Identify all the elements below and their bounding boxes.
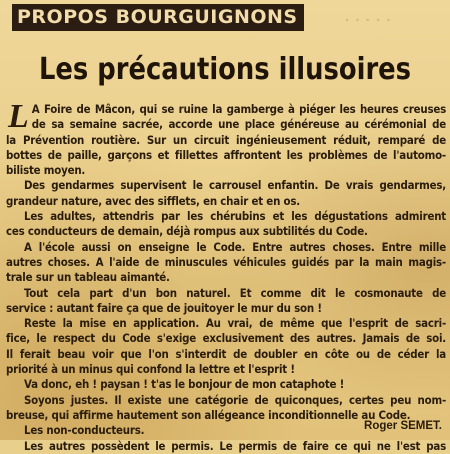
article-line: bottes de paille, garçons et fillettes affrontent les problèmes de l'automo- [6, 147, 446, 162]
article-line: A Foire de Mâcon, qui se ruine la gamberge à piéger les heures creuses [31, 102, 446, 116]
article-line: Tout cela part d'un bon naturel. Et comme dit le cosmonaute de [24, 285, 446, 300]
article-line: Les non-conducteurs. [24, 423, 145, 438]
article-line: Va donc, eh ! paysan ! t'as le bonjour de mon cataphote ! [24, 377, 345, 392]
article-line: biliste moyen. [6, 163, 86, 178]
article-line: trale sur un tableau aimanté. [6, 270, 170, 285]
article-line: Des gendarmes supervisent le carrousel enfantin. De vrais gendarmes, [24, 178, 446, 193]
article-line: breuse, qui affirme hautement son allégeance inconditionnelle au Code. [6, 407, 411, 422]
article-line: service : autant faire ça que de jouitoyer le mur du son ! [6, 300, 322, 315]
article-line: Reste la mise en application. Au vrai, de même que l'esprit de sacri- [24, 316, 446, 331]
article-line: autres choses. A l'aide de minuscules véhicules guidés par la main magis- [6, 254, 446, 269]
drop-cap: L [8, 98, 29, 135]
article-line: de sa semaine sacrée, accorde une place généreuse au cérémonial de [31, 117, 446, 132]
article-line: Il ferait beau voir que l'on s'interdit de doubler en côte ou de céder la [6, 346, 446, 361]
article-line: Les autres possèdent le permis. Le permis de faire ce qui ne l'est pas [24, 438, 446, 453]
article-line: priorité à un minus qui confond la lettre et l'esprit ! [6, 362, 295, 377]
article-line: A l'école aussi on enseigne le Code. Entre autres choses. Entre mille [24, 239, 446, 254]
article-line: la Prévention routière. Sur un circuit ingénieusement réduit, remparé de [6, 132, 446, 147]
article-line: ces conducteurs de demain, déjà rompus aux subtilités du Code. [6, 224, 368, 239]
show-through-text: . . . . . [345, 8, 392, 25]
article-line: fice, le respect du Code s'exige exclusivement des autres. Jamais de soi. [6, 331, 446, 346]
article-line: Soyons justes. Il existe une catégorie de quiconques, certes peu nom- [24, 392, 446, 407]
article-body [6, 98, 446, 454]
article-title: Les précautions illusoires [38, 52, 412, 87]
section-rubric: PROPOS BOURGUIGNONS [12, 4, 304, 31]
author-signature: Roger SEMET. [364, 420, 442, 432]
article-line: Les adultes, attendris par les chérubins et les dégustations admirent [24, 209, 446, 224]
article-line: grandeur nature, avec des sifflets, en chair et en os. [6, 193, 300, 208]
